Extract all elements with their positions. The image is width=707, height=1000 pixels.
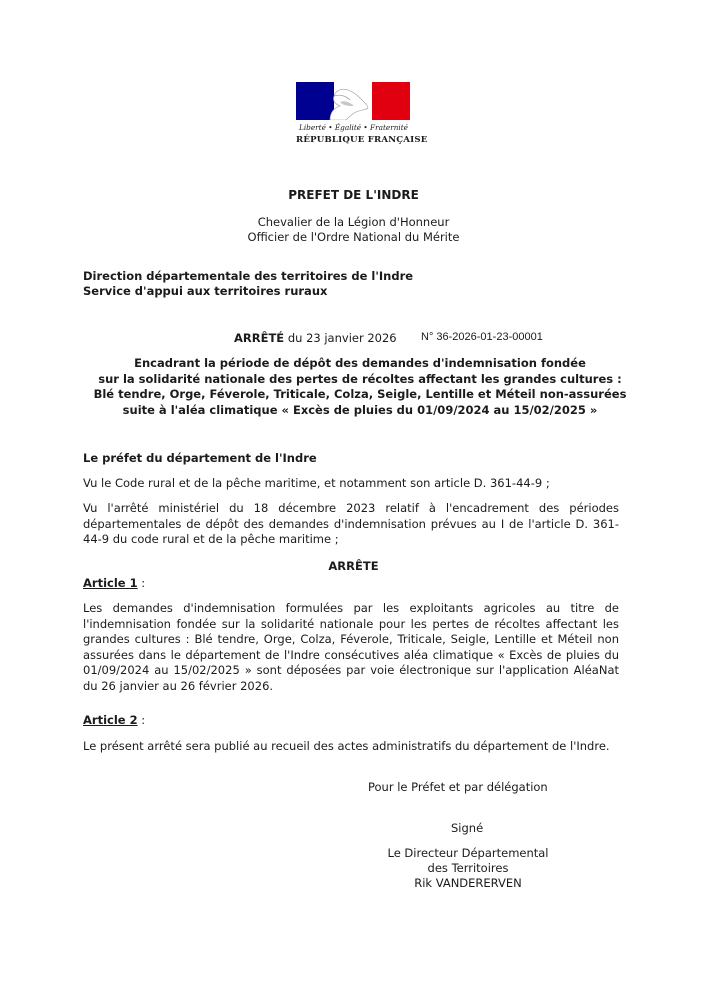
arrete-number: N° 36-2026-01-23-00001 bbox=[421, 331, 543, 343]
marianne-logo bbox=[296, 82, 428, 145]
article-2-text: Le présent arrêté sera publié au recueil des actes administratifs du département de l'Indre. bbox=[83, 739, 610, 753]
logo-country: RÉPUBLIQUE FRANÇAISE bbox=[296, 135, 428, 145]
object-line: Encadrant la période de dépôt des demandes d'indemnisation fondée bbox=[134, 356, 586, 370]
signatory-title: Le Directeur Départemental bbox=[387, 846, 549, 860]
honor-line: Chevalier de la Légion d'Honneur bbox=[257, 215, 450, 229]
article-2-heading bbox=[83, 713, 145, 727]
arrete-decision-title: ARRÊTE bbox=[328, 559, 379, 573]
object-line: sur la solidarité nationale des pertes de récoltes affectant les grandes cultures : bbox=[98, 371, 622, 386]
honors bbox=[0, 215, 707, 245]
signatory-title: des Territoires bbox=[427, 861, 509, 875]
article-1-title: Article 1 bbox=[83, 576, 138, 590]
issuing-service bbox=[83, 269, 413, 299]
vu-paragraph-1: Vu le Code rural et de la pêche maritime, et notamment son article D. 361-44-9 ; bbox=[83, 476, 550, 490]
article-2-title: Article 2 bbox=[83, 713, 138, 727]
signatory-block bbox=[368, 846, 568, 891]
honor-line: Officier de l'Ordre National du Mérite bbox=[247, 230, 460, 244]
arrete-heading bbox=[234, 331, 397, 345]
object-line: suite à l'aléa climatique « Excès de pluies du 01/09/2024 au 15/02/2025 » bbox=[122, 402, 598, 417]
arrete-date: du 23 janvier 2026 bbox=[287, 331, 397, 345]
delegation-line: Pour le Préfet et par délégation bbox=[368, 780, 548, 794]
service-name: Service d'appui aux territoires ruraux bbox=[83, 284, 328, 298]
logo-motto: Liberté • Égalité • Fraternité bbox=[299, 123, 408, 132]
object-line: Blé tendre, Orge, Féverole, Triticale, Colza, Seigle, Lentille et Méteil non-assurées bbox=[93, 387, 627, 402]
marianne-icon bbox=[296, 82, 410, 120]
signatory-name: Rik VANDERERVEN bbox=[414, 876, 522, 890]
prefet-title: PREFET DE L'INDRE bbox=[288, 188, 419, 202]
vu-paragraph-2: Vu l'arrêté ministériel du 18 décembre 2023 relatif à l'encadrement des périodes départementales de dépôt des demandes d'indemnisation prévues au I de l'article D. 361-44-9 du code rural et de la pêche maritime ; bbox=[83, 501, 619, 547]
article-1-colon: : bbox=[137, 576, 146, 590]
article-1-heading bbox=[83, 576, 145, 590]
article-1-text: Les demandes d'indemnisation formulées par les exploitants agricoles au titre de l'indemnisation fondée sur la solidarité nationale pour les pertes de récoltes affectant les grandes cultures : Blé tendre, Orge, Colza, Féverole, Triticale, Seigle, Lentille et Méteil non assurées dans le département de l'Indre consécutives aléa climatique « Excès de pluies du 01/09/2024 au 15/02/2025 » sont déposées par voie électronique sur l'application AléaNat du 26 janvier au 26 février 2026. bbox=[83, 601, 619, 693]
arrete-label: ARRÊTÉ bbox=[234, 331, 285, 345]
article-2-colon: : bbox=[137, 713, 146, 727]
prefet-line: Le préfet du département de l'Indre bbox=[83, 451, 317, 465]
arrete-object bbox=[60, 356, 660, 418]
direction-name: Direction départementale des territoires de l'Indre bbox=[83, 269, 414, 283]
signed-mention: Signé bbox=[451, 821, 484, 835]
